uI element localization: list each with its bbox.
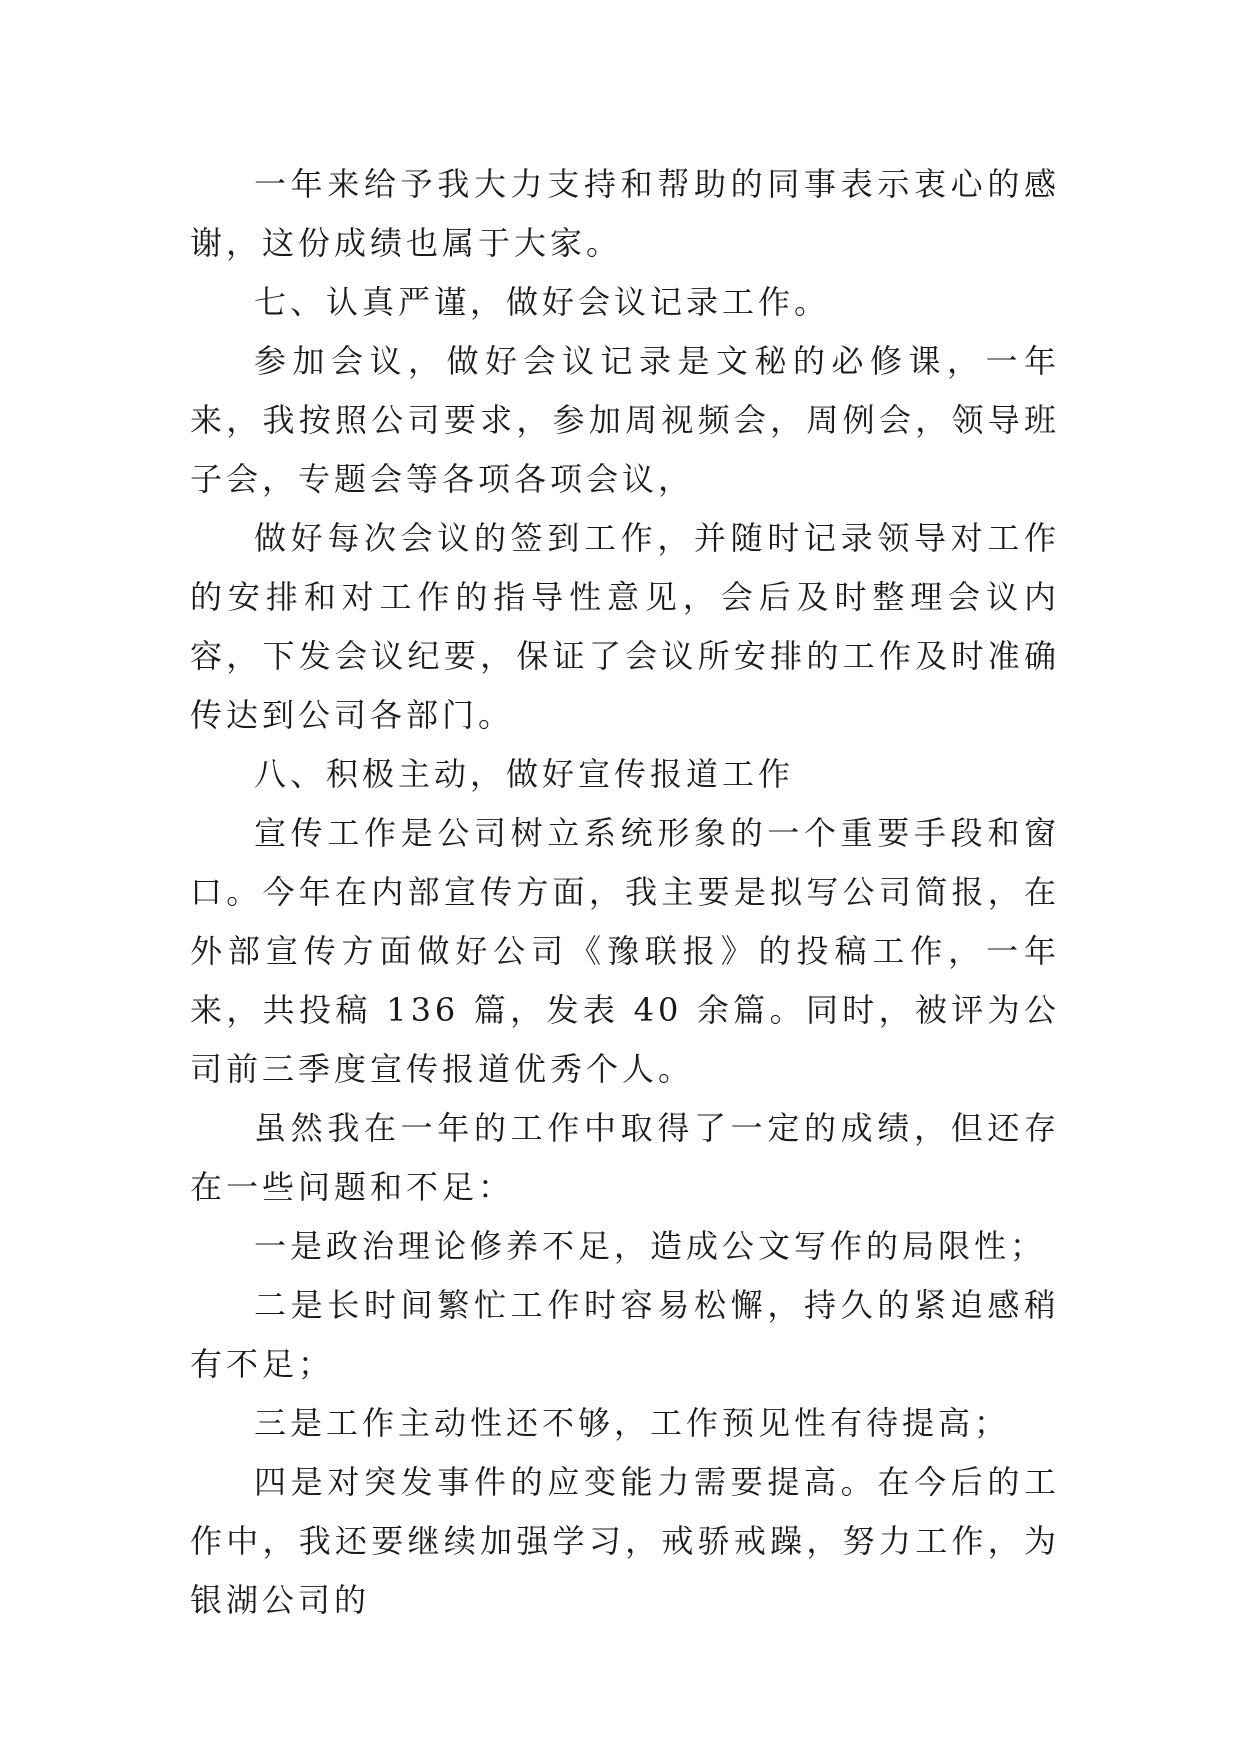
paragraph-thanks: 一年来给予我大力支持和帮助的同事表示衷心的感谢，这份成绩也属于大家。 xyxy=(190,165,1060,262)
heading-section-8: 八、积极主动，做好宣传报道工作 xyxy=(254,755,795,793)
paragraph-publicity: 宣传工作是公司树立系统形象的一个重要手段和窗口。今年在内部宣传方面，我主要是拟写公司简报，在外部宣传方面做好公司《豫联报》的投稿工作，一年来，共投稿 136 篇，发表 40 余篇。同时，被评为公司前三季度宣传报道优秀个人。 xyxy=(190,814,1060,1088)
paragraph-meetings: 参加会议，做好会议记录是文秘的必修课，一年来，我按照公司要求，参加周视频会，周例会，领导班子会，专题会等各项各项会议， xyxy=(190,342,1060,498)
list-item-shortcoming-1: 一是政治理论修养不足，造成公文写作的局限性； xyxy=(254,1227,1047,1265)
document-body xyxy=(190,155,1060,1630)
list-item-shortcoming-3: 三是工作主动性还不够，工作预见性有待提高； xyxy=(254,1404,1011,1442)
paragraph-shortcomings-intro: 虽然我在一年的工作中取得了一定的成绩，但还存在一些问题和不足： xyxy=(190,1109,1060,1206)
heading-section-7: 七、认真严谨，做好会议记录工作。 xyxy=(254,283,831,321)
paragraph-meeting-records: 做好每次会议的签到工作，并随时记录领导对工作的安排和对工作的指导性意见，会后及时整理会议内容，下发会议纪要，保证了会议所安排的工作及时准确传达到公司各部门。 xyxy=(190,519,1060,734)
list-item-shortcoming-2: 二是长时间繁忙工作时容易松懈，持久的紧迫感稍有不足； xyxy=(190,1286,1060,1383)
list-item-shortcoming-4: 四是对突发事件的应变能力需要提高。在今后的工作中，我还要继续加强学习，戒骄戒躁，努力工作，为银湖公司的 xyxy=(190,1463,1060,1619)
